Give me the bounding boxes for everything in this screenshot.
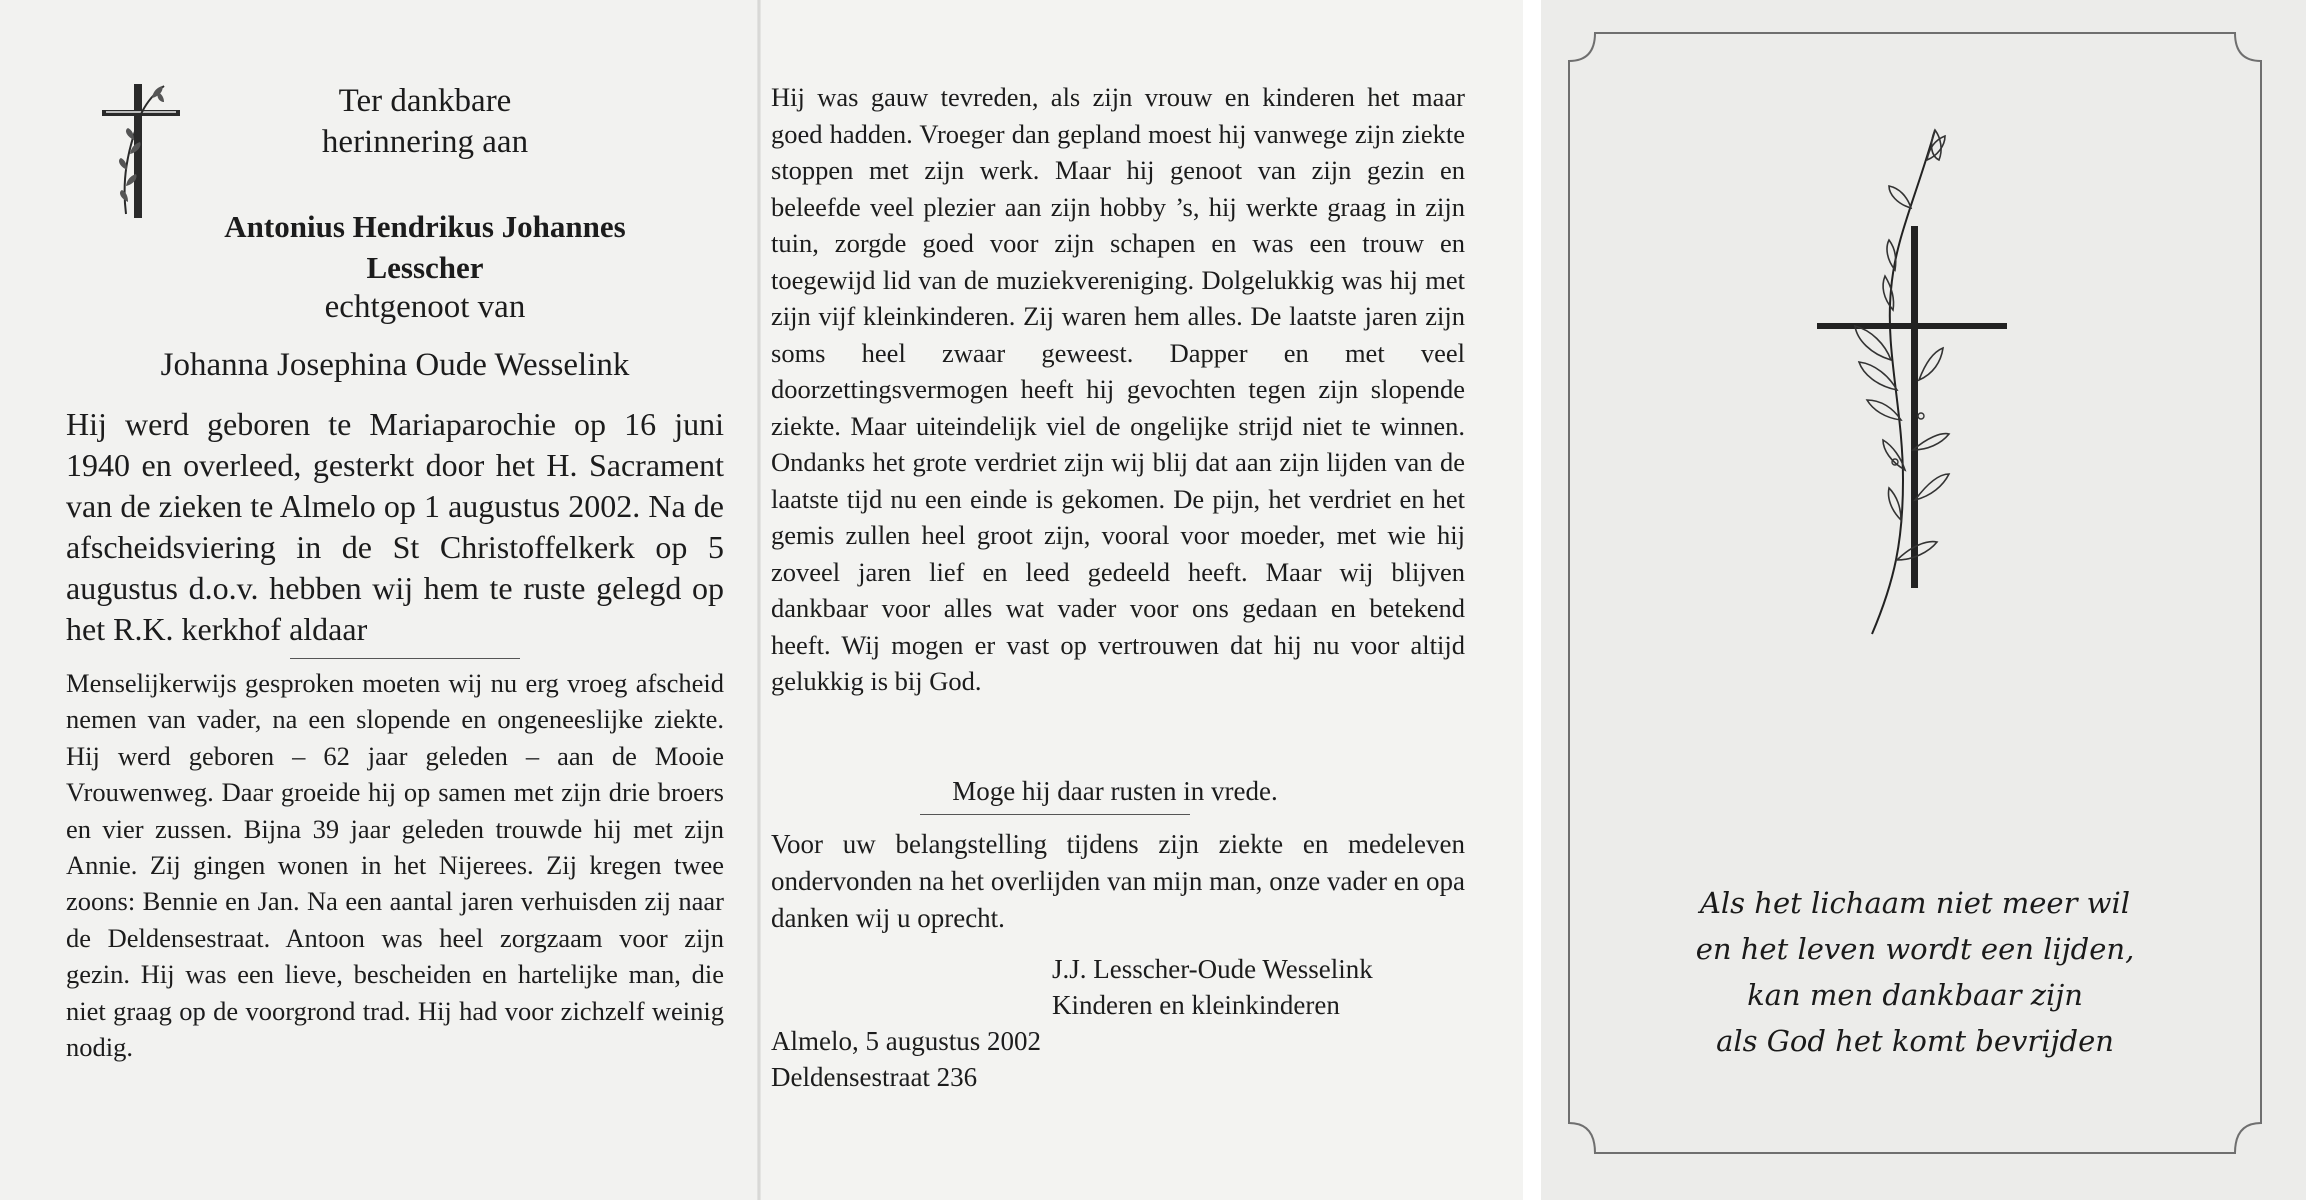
memory-text: Menselijkerwijs gesproken moeten wij nu erg vroeg afscheid nemen van vader, na een slopende en ongeneeslijke ziekte. Hij werd geboren – 62 jaar geleden – aan de Mooie Vrouwenweg. Daar groeide hij op samen met zijn drie broers en vier zussen. Bijna 39 jaar geleden trouwde hij met zijn Annie. Zij gingen wonen in het Nijerees. Zij kregen twee zoons: Bennie en Jan. Na een aantal jaren verhuisden zij naar de Deldensestraat. Antoon was heel zorgzaam voor zijn gezin. Hij was een lieve, bescheiden en hartelijke man, die niet graag op de voorgrond trad. Hij had voor zichzelf weinig nodig. <box>66 668 724 1063</box>
intro-line-1: Ter dankbare <box>338 83 512 119</box>
deceased-name-line-1: Antonius Hendrikus Johannes <box>224 209 626 244</box>
signature-name: J.J. Lesscher-Oude Wesselink <box>1052 954 1373 984</box>
fold-line <box>757 0 761 1200</box>
address: Deldensestraat 236 <box>771 1062 978 1092</box>
verse-line-3: kan men dankbaar zijn <box>1747 978 2083 1012</box>
thanks-text: Voor uw belangstelling tijdens zijn ziekte en medeleven ondervonden na het overlijden van mijn man, onze vader en opa danken wij u oprecht. <box>771 829 1465 933</box>
spouse-of-label: echtgenoot van <box>324 289 526 325</box>
divider-rule <box>920 814 1190 815</box>
verse-line-1: Als het lichaam niet meer wil <box>1699 886 2131 920</box>
biography-paragraph: Hij werd geboren te Mariaparochie op 16 juni 1940 en overleed, gesterkt door het H. Sacrament van de zieken te Almelo op 1 augustus 2002. Na de afscheidsviering in de St Christoffelkerk op 5 augustus d.o.v. hebben wij hem te ruste gelegd op het R.K. kerkhof aldaar <box>66 406 724 647</box>
closing-line: Moge hij daar rusten in vrede. <box>952 776 1278 806</box>
cross-with-olive-branch-icon <box>1815 120 2015 640</box>
divider-rule <box>290 658 520 659</box>
signature-family: Kinderen en kleinkinderen <box>1052 990 1340 1020</box>
verse-line-2: en het leven wordt een lijden, <box>1695 932 2135 966</box>
deceased-name-line-2: Lesscher <box>366 250 484 285</box>
verse <box>1620 880 2210 1064</box>
verse-line-4: als God het komt bevrijden <box>1716 1024 2114 1058</box>
intro-line-2: herinnering aan <box>321 124 529 160</box>
cross-with-olive-branch-icon <box>96 82 186 222</box>
spouse-name: Johanna Josephina Oude Wesselink <box>160 347 630 383</box>
memory-text-continued: Hij was gauw tevreden, als zijn vrouw en kinderen het maar goed hadden. Vroeger dan gepland moest hij vanwege zijn ziekte stoppen met zijn werk. Maar hij genoot van zijn gezin en beleefde veel plezier aan zijn hobby ’s, hij werkte graag in zijn tuin, zorgde goed voor zijn schapen en was een trouw en toegewijd lid van de muziekvereniging. Dolgelukkig was hij met zijn vijf kleinkinderen. Zij waren hem alles. De laatste jaren zijn soms heel zwaar geweest. Dapper en met veel doorzettingsvermogen heeft hij gevochten tegen zijn slopende ziekte. Maar uiteindelijk viel de ongelijke strijd niet te winnen. Ondanks het grote verdriet zijn wij blij dat aan zijn lijden van de laatste tijd nu een einde is gekomen. De pijn, het verdriet en het gemis zullen heel groot zijn, vooral voor moeder, met wie hij zoveel jaren lief en leed gedeeld heeft. Maar wij blijven dankbaar voor alles wat vader voor ons gedaan en betekend heeft. Wij mogen er vast op vertrouwen dat hij nu voor altijd gelukkig is bij God. <box>771 82 1465 696</box>
panel-gap <box>1523 0 1541 1200</box>
deceased-name <box>180 206 670 288</box>
place-date: Almelo, 5 augustus 2002 <box>771 1026 1041 1056</box>
